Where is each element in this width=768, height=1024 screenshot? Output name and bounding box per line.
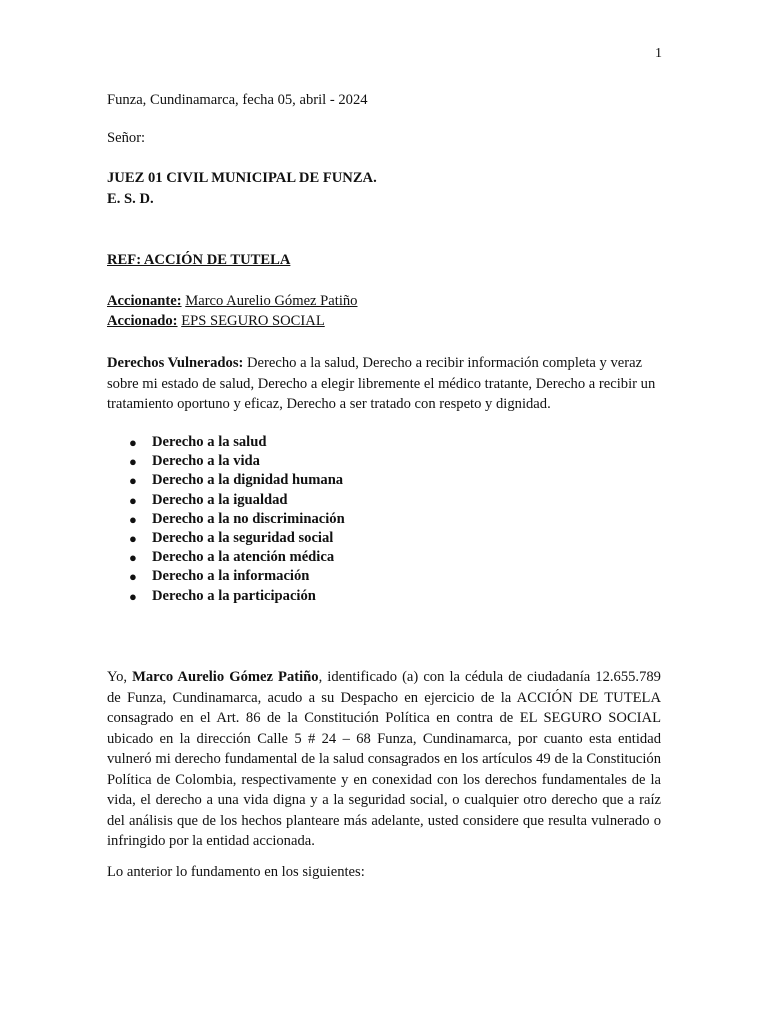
accionante-label: Accionante: xyxy=(107,293,182,309)
rights-list-item-label: Derecho a la dignidad humana xyxy=(152,472,344,489)
main-paragraph-prefix: Yo, xyxy=(107,669,128,685)
rights-list-item xyxy=(107,529,345,548)
salutation: Señor: xyxy=(107,130,146,146)
rights-list-item-label: Derecho a la no discriminación xyxy=(152,510,345,527)
rights-list-item-label: Derecho a la atención médica xyxy=(152,549,335,566)
addressee-line-2: E. S. D. xyxy=(107,191,154,207)
bullet-icon: ● xyxy=(129,569,137,585)
rights-list-item xyxy=(107,510,345,529)
bullet-icon: ● xyxy=(129,588,137,604)
derechos-vulnerados-text: Derecho a la salud, Derecho a recibir información completa y veraz sobre mi estado de salud, Derecho a elegir libremente el médico tratante, Derecho a recibir un tratamiento oportuno y eficaz, Derecho a ser tratado con respeto y dignidad. xyxy=(107,355,656,413)
main-paragraph xyxy=(107,667,661,852)
rights-list-item-label: Derecho a la seguridad social xyxy=(152,529,334,546)
place-and-date: Funza, Cundinamarca, fecha 05, abril - 2024 xyxy=(107,92,368,108)
rights-list-item-label: Derecho a la igualdad xyxy=(152,491,288,508)
bullet-icon: ● xyxy=(129,454,137,470)
rights-list-item xyxy=(107,452,345,471)
rights-list-item xyxy=(107,587,345,606)
bullet-icon: ● xyxy=(129,550,137,566)
accionado-label: Accionado: xyxy=(107,313,178,329)
main-paragraph-body: , identificado (a) con la cédula de ciudadanía 12.655.789 de Funza, Cundinamarca, acudo a su Despacho en ejercicio de la ACCIÓN DE TUTELA consagrado en el Art. 86 de la Constitución Política en contra de EL SEGURO SOCIAL ubicado en la dirección Calle 5 # 24 – 68 Funza, Cundinamarca, por cuanto esta entidad vulneró mi derecho fundamental de la salud consagrados en los artículos 49 de la Constitución Política de Colombia, respectivamente y en conexidad con los derechos fundamentales de la vida, el derecho a una vida digna y a la seguridad social, o cualquier otro derecho que a raíz del análisis que de los hechos planteare más adelante, usted considere que resulta vulnerado o infringido por la entidad accionada. xyxy=(107,669,661,849)
main-paragraph-name: Marco Aurelio Gómez Patiño xyxy=(132,669,319,685)
rights-list-item-label: Derecho a la información xyxy=(152,568,310,585)
rights-list-item xyxy=(107,433,345,452)
derechos-vulnerados-label: Derechos Vulnerados: xyxy=(107,355,244,371)
closing-line: Lo anterior lo fundamento en los siguientes: xyxy=(107,864,365,880)
rights-list-item-label: Derecho a la vida xyxy=(152,453,260,470)
accionante-line xyxy=(107,293,357,310)
bullet-icon: ● xyxy=(129,473,137,489)
bullet-icon: ● xyxy=(129,511,137,527)
page-number: 1 xyxy=(655,46,662,61)
bullet-icon: ● xyxy=(129,492,137,508)
derechos-vulnerados-paragraph xyxy=(107,353,663,415)
reference-heading: REF: ACCIÓN DE TUTELA xyxy=(107,252,291,268)
bullet-icon: ● xyxy=(129,530,137,546)
rights-list xyxy=(107,433,345,606)
accionante-value: Marco Aurelio Gómez Patiño xyxy=(185,293,358,309)
rights-list-item xyxy=(107,548,345,567)
addressee-line-1: JUEZ 01 CIVIL MUNICIPAL DE FUNZA. xyxy=(107,170,377,186)
rights-list-item-label: Derecho a la salud xyxy=(152,434,267,450)
rights-list-item-label: Derecho a la participación xyxy=(152,587,316,604)
rights-list-item xyxy=(107,471,345,490)
bullet-icon: ● xyxy=(129,435,137,450)
rights-list-item xyxy=(107,491,345,510)
accionado-value: EPS SEGURO SOCIAL xyxy=(181,313,325,329)
accionado-line xyxy=(107,313,325,330)
rights-list-item xyxy=(107,567,345,586)
